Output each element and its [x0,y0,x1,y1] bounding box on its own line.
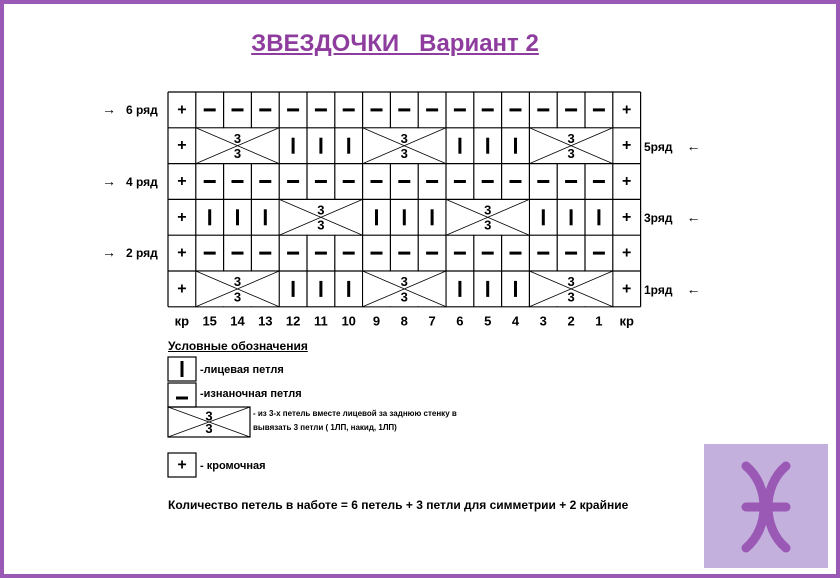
knit-stitch [347,281,350,297]
column-label: 6 [456,313,464,329]
knit-stitch [292,281,295,297]
purl-stitch [537,252,549,255]
purl-stitch [259,108,271,111]
stitch-count-note: Количество петель в наботе = 6 петель + 3 петли для симметрии + 2 крайние [168,498,629,512]
column-label: 3 [539,313,547,329]
arrow-right-icon: → [102,172,116,189]
pisces-icon [704,444,828,568]
column-label: 14 [230,313,245,329]
legend-cross-label-1: - из 3-х петель вместе лицевой за заднюю стенку в [253,409,457,418]
purl-stitch [593,108,605,111]
column-label: 7 [428,313,436,329]
knit-stitch [597,209,600,225]
knit-stitch [292,138,295,154]
edge-stitch: + [177,244,187,262]
purl-stitch [426,108,438,111]
purl-stitch [426,180,438,183]
purl-stitch [232,252,244,255]
purl-stitch [287,108,299,111]
arrow-right-icon: → [102,244,116,261]
cross-stitch-num-top: 3 [484,202,492,218]
row-label-text: 5ряд [644,139,673,154]
legend-title: Условные обозначения [168,339,308,353]
cross-stitch-num-bottom: 3 [317,217,325,233]
row-label [102,244,158,260]
legend-cross-symbol-num-top: 3 [205,408,213,424]
edge-stitch: + [177,101,187,119]
cross-stitch-num-top: 3 [400,274,408,290]
purl-stitch [343,180,355,183]
purl-stitch [343,252,355,255]
page-title: ЗВЕЗДОЧКИ Вариант 2 [251,30,539,57]
edge-stitch: + [622,173,632,190]
knit-stitch [486,138,489,154]
legend-edge-label: - кромочная [200,460,266,472]
edge-stitch: + [177,173,187,190]
column-label: кр [174,313,190,329]
purl-stitch [287,180,299,183]
purl-stitch [482,180,494,183]
legend-edge-symbol: + [177,456,187,474]
column-label: 4 [511,313,520,329]
column-label: 15 [202,313,217,329]
row-label-text: 3ряд [644,211,673,226]
column-label: 10 [341,313,356,329]
edge-stitch: + [622,101,632,119]
knit-stitch [458,281,461,297]
purl-stitch [398,252,410,255]
knit-stitch [375,209,378,225]
purl-stitch [565,252,577,255]
column-label: 8 [400,313,408,329]
row-label [644,281,700,297]
knit-stitch [347,138,350,154]
column-label: 5 [484,313,492,329]
knit-stitch [319,281,322,297]
purl-stitch [565,180,577,183]
knit-stitch [403,209,406,225]
cross-stitch-num-top: 3 [233,131,242,147]
purl-stitch [454,252,466,255]
purl-stitch [398,180,410,183]
purl-stitch [593,252,605,255]
purl-stitch [371,108,383,111]
purl-stitch [315,180,327,183]
column-label: 1 [595,313,603,329]
arrow-left-icon: ← [686,137,701,154]
purl-stitch [259,180,271,183]
purl-stitch [204,108,216,111]
cross-stitch-num-bottom: 3 [400,146,408,162]
row-label [102,173,158,189]
purl-stitch [510,180,522,183]
knit-stitch [514,281,517,297]
legend-purl-label: -изнаночная петля [200,388,302,400]
legend-purl-symbol [176,397,188,400]
knit-stitch [542,209,545,225]
purl-stitch [232,180,244,183]
legend-knit-label: -лицевая петля [200,364,284,376]
knit-stitch [264,209,267,225]
purl-stitch [232,108,244,111]
purl-stitch [371,252,383,255]
knit-stitch [208,209,211,225]
cross-stitch-num-top: 3 [567,131,575,147]
column-label: 13 [258,313,273,329]
purl-stitch [315,108,327,111]
purl-stitch [398,108,410,111]
purl-stitch [259,252,271,255]
knit-stitch [458,138,461,154]
cross-stitch-num-top: 3 [400,131,408,147]
purl-stitch [537,180,549,183]
knit-stitch [236,209,239,225]
column-label: кр [619,313,634,329]
edge-stitch: + [622,280,632,298]
edge-stitch: + [622,208,632,226]
cross-stitch-num-top: 3 [233,274,242,290]
purl-stitch [371,180,383,183]
purl-stitch [454,108,466,111]
legend-cross-label-2: вывязать 3 петли ( 1ЛП, накид, 1ЛП) [253,423,397,432]
purl-stitch [454,180,466,183]
legend-knit-symbol [181,361,184,377]
purl-stitch [510,108,522,111]
purl-stitch [510,252,522,255]
knit-stitch [514,138,517,154]
edge-stitch: + [622,137,632,155]
row-label [102,101,158,117]
knit-stitch [431,209,434,225]
edge-stitch: + [177,137,187,155]
cross-stitch-num-top: 3 [317,202,325,218]
purl-stitch [287,252,299,255]
cross-stitch-num-bottom: 3 [484,217,492,233]
edge-stitch: + [177,280,187,298]
purl-stitch [315,252,327,255]
purl-stitch [482,108,494,111]
row-label-text: 2 ряд [126,246,158,261]
purl-stitch [204,180,216,183]
column-label: 11 [314,313,328,329]
row-label-text: 6 ряд [126,102,158,117]
purl-stitch [343,108,355,111]
column-label: 2 [567,313,575,329]
edge-stitch: + [622,244,632,262]
purl-stitch [482,252,494,255]
purl-stitch [593,180,605,183]
row-label-text: 1ряд [644,282,673,297]
purl-stitch [565,108,577,111]
knit-stitch [319,138,322,154]
arrow-left-icon: ← [686,280,701,297]
purl-stitch [537,108,549,111]
cross-stitch-num-bottom: 3 [400,289,408,305]
row-label [644,209,700,225]
arrow-right-icon: → [102,100,116,117]
cross-stitch-num-top: 3 [567,274,575,290]
purl-stitch [426,252,438,255]
knit-stitch [486,281,489,297]
cross-stitch-num-bottom: 3 [567,289,575,305]
purl-stitch [204,252,216,255]
column-label: 9 [372,313,381,329]
legend-cross-symbol-num-bottom: 3 [205,421,213,437]
pisces-logo [704,444,828,568]
arrow-left-icon: ← [686,209,701,226]
knit-stitch [570,209,573,225]
legend-purl-box [168,383,196,407]
cross-stitch-num-bottom: 3 [567,146,575,162]
edge-stitch: + [177,208,187,226]
row-label [644,138,700,154]
cross-stitch-num-bottom: 3 [233,146,242,162]
cross-stitch-num-bottom: 3 [233,289,242,305]
column-label: 12 [285,313,301,329]
row-label-text: 4 ряд [126,174,158,189]
